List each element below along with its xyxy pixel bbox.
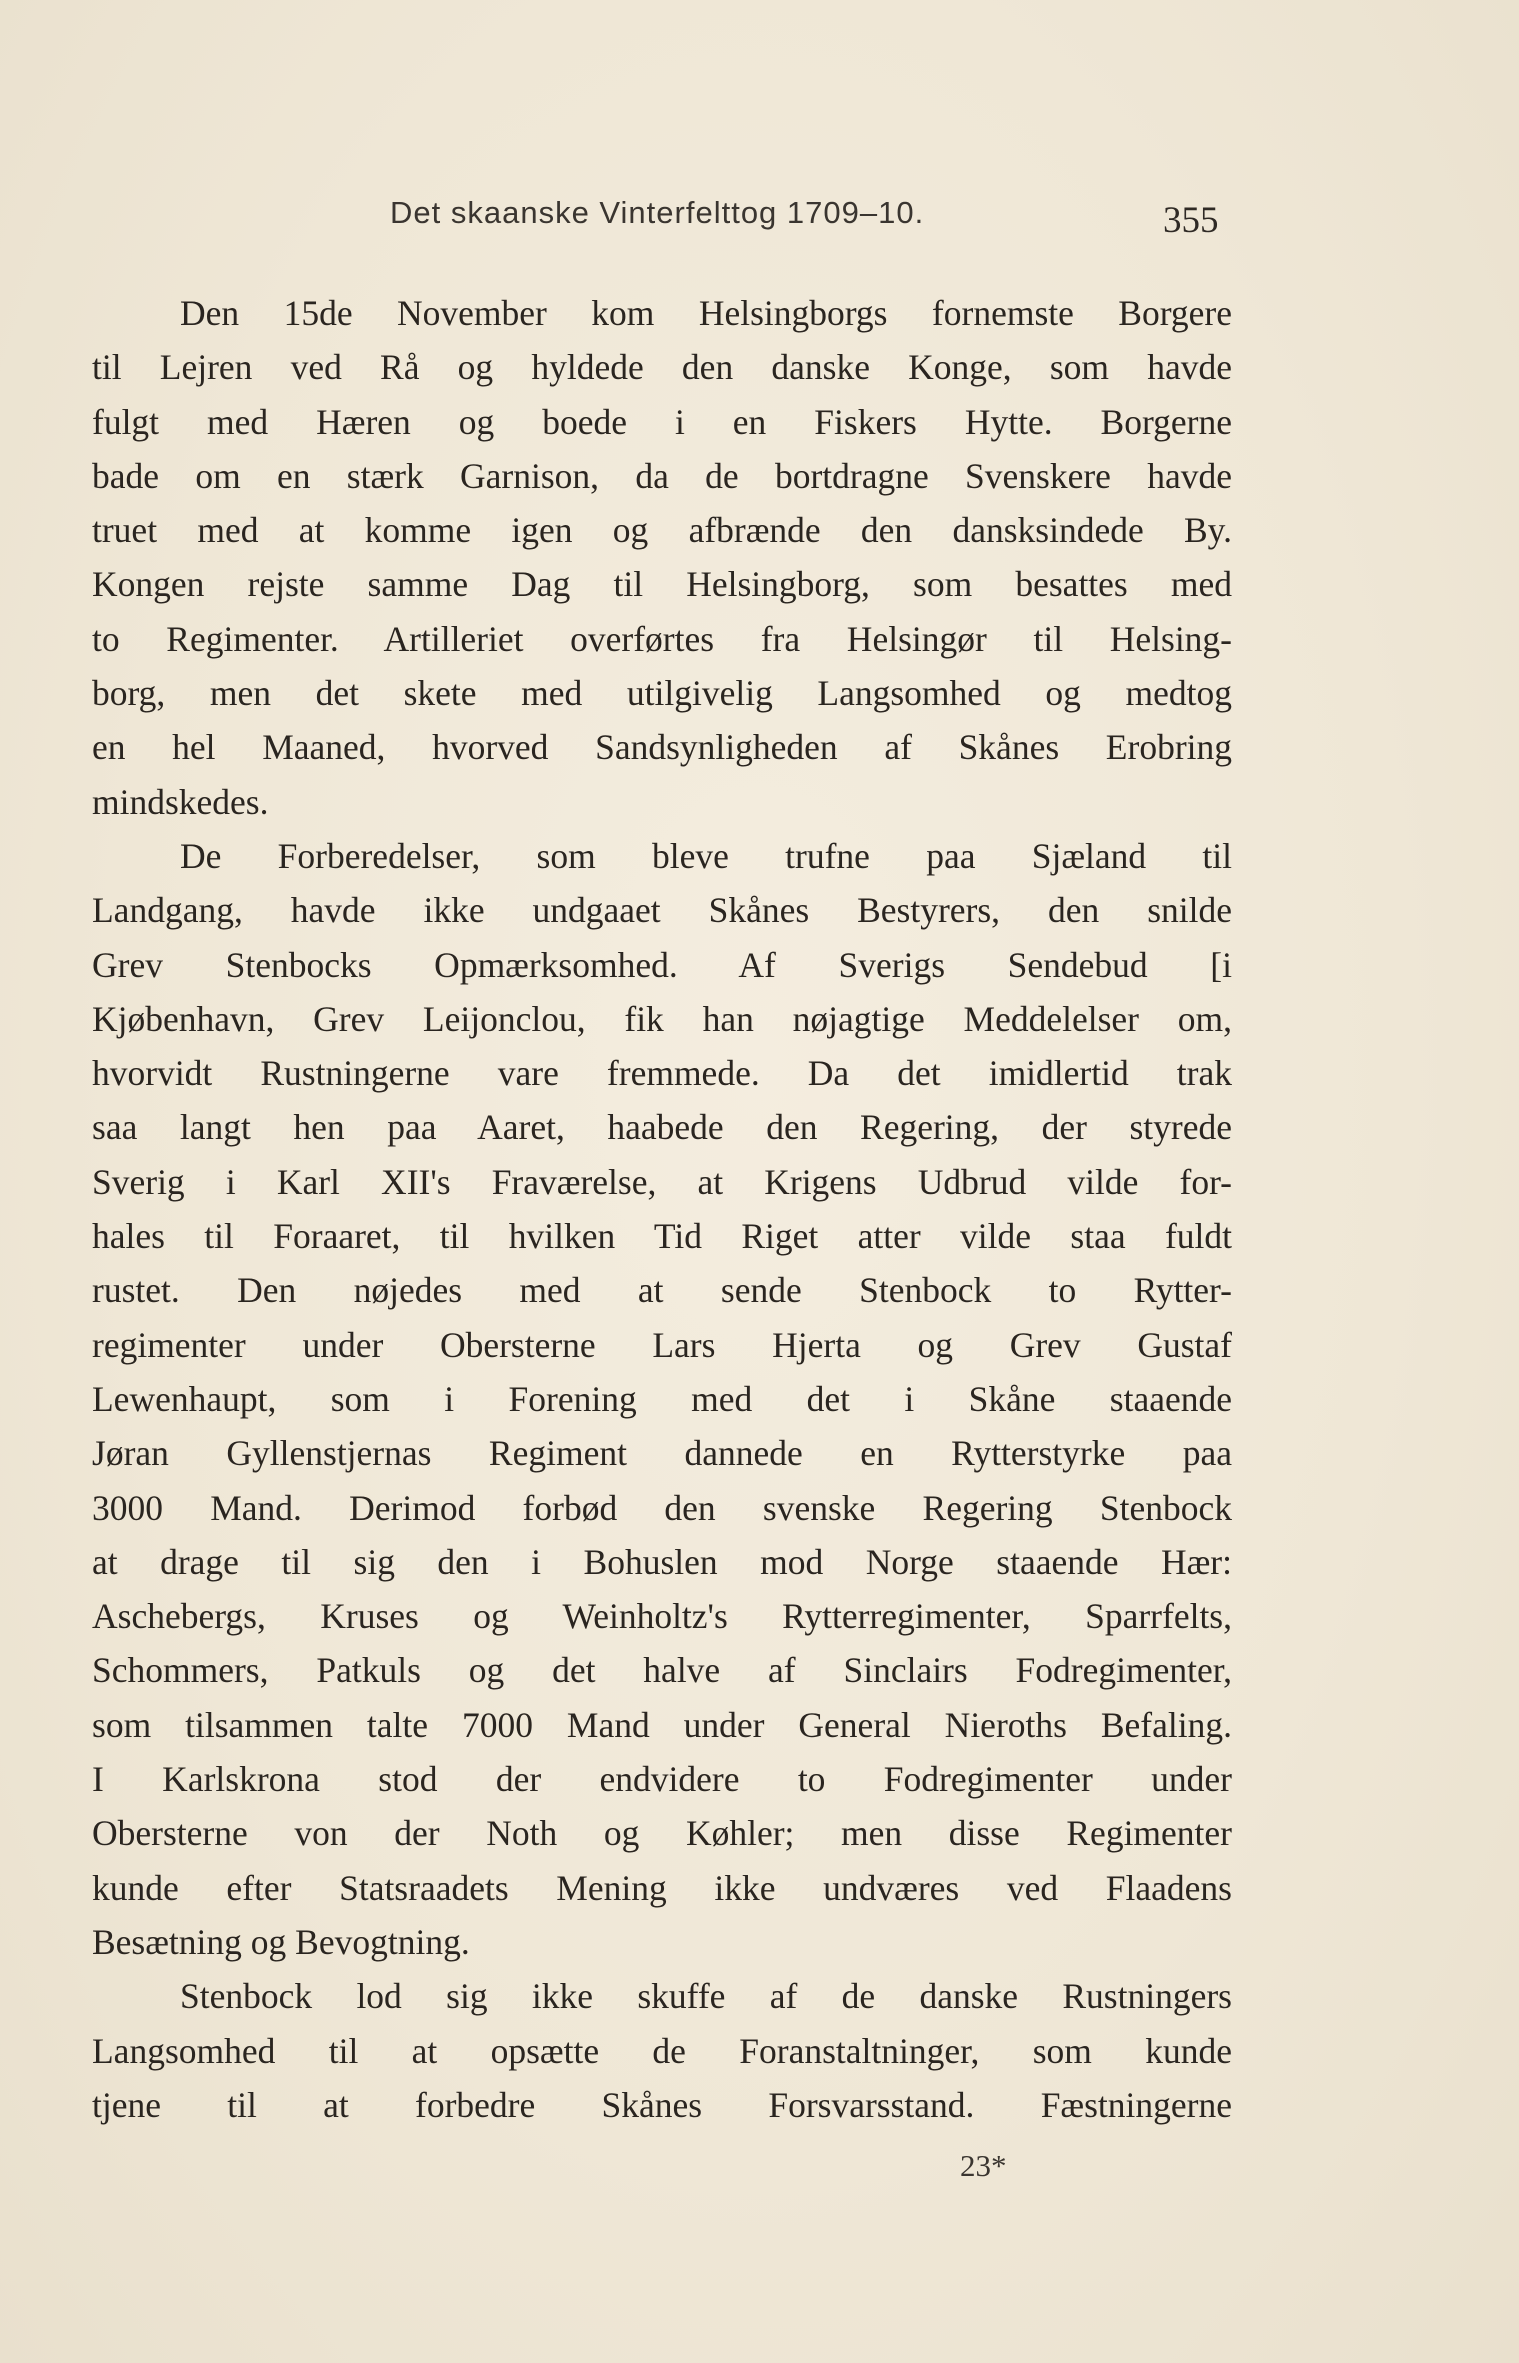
body-text bbox=[92, 286, 1232, 2132]
text-line: Aschebergs, Kruses og Weinholtz's Rytterregimenter, Sparrfelts, bbox=[92, 1596, 1232, 1637]
text-line: at drage til sig den i Bohuslen mod Norge staaende Hær: bbox=[92, 1541, 1232, 1582]
page-number: 355 bbox=[1163, 200, 1219, 241]
text-line: fulgt med Hæren og boede i en Fiskers Hytte. Borgerne bbox=[92, 401, 1232, 442]
text-line: Jøran Gyllenstjernas Regiment dannede en Rytterstyrke paa bbox=[92, 1433, 1232, 1474]
text-line: Besætning og Bevogtning. bbox=[92, 1921, 470, 1962]
text-line: Landgang, havde ikke undgaaet Skånes Bestyrers, den snilde bbox=[92, 890, 1232, 931]
text-line: hvorvidt Rustningerne vare fremmede. Da det imidlertid trak bbox=[92, 1053, 1232, 1094]
text-line: hales til Foraaret, til hvilken Tid Riget atter vilde staa fuldt bbox=[92, 1216, 1232, 1257]
text-line: Langsomhed til at opsætte de Foranstaltninger, som kunde bbox=[92, 2030, 1232, 2071]
text-line: Schommers, Patkuls og det halve af Sinclairs Fodregimenter, bbox=[92, 1650, 1232, 1691]
text-line: Den 15de November kom Helsingborgs fornemste Borgere bbox=[180, 293, 1232, 333]
text-line: Kjøbenhavn, Grev Leijonclou, fik han nøjagtige Meddelelser om, bbox=[92, 998, 1232, 1039]
running-head bbox=[0, 195, 1519, 255]
text-line: Sverig i Karl XII's Fraværelse, at Krigens Udbrud vilde for- bbox=[92, 1161, 1232, 1202]
text-line: truet med at komme igen og afbrænde den dansksindede By. bbox=[92, 510, 1232, 551]
text-line: bade om en stærk Garnison, da de bortdragne Svenskere havde bbox=[92, 455, 1232, 496]
text-line: saa langt hen paa Aaret, haabede den Regering, der styrede bbox=[92, 1107, 1232, 1148]
running-title: Det skaanske Vinterfelttog 1709–10. bbox=[390, 195, 925, 230]
text-line: Grev Stenbocks Opmærksomhed. Af Sverigs Sendebud [i bbox=[92, 944, 1232, 985]
text-line: som tilsammen talte 7000 Mand under General Nieroths Befaling. bbox=[92, 1704, 1232, 1745]
text-line: til Lejren ved Rå og hyldede den danske Konge, som havde bbox=[92, 347, 1232, 388]
text-line: mindskedes. bbox=[92, 781, 269, 822]
text-line: borg, men det skete med utilgivelig Langsomhed og medtog bbox=[92, 673, 1232, 714]
text-line: 3000 Mand. Derimod forbød den svenske Regering Stenbock bbox=[92, 1487, 1232, 1528]
text-line: tjene til at forbedre Skånes Forsvarsstand. Fæstningerne bbox=[92, 2084, 1232, 2125]
text-line: en hel Maaned, hvorved Sandsynligheden af Skånes Erobring bbox=[92, 727, 1232, 768]
text-line: Kongen rejste samme Dag til Helsingborg, som besattes med bbox=[92, 564, 1232, 605]
text-line: Lewenhaupt, som i Forening med det i Skåne staaende bbox=[92, 1378, 1232, 1419]
text-line: Obersterne von der Noth og Køhler; men disse Regimenter bbox=[92, 1813, 1232, 1854]
text-line: I Karlskrona stod der endvidere to Fodregimenter under bbox=[92, 1759, 1232, 1800]
text-line: kunde efter Statsraadets Mening ikke undværes ved Flaadens bbox=[92, 1867, 1232, 1908]
signature-mark: 23* bbox=[960, 2148, 1007, 2183]
text-line: Stenbock lod sig ikke skuffe af de danske Rustningers bbox=[180, 1976, 1232, 2017]
text-line: regimenter under Obersterne Lars Hjerta og Grev Gustaf bbox=[92, 1324, 1232, 1365]
text-line: rustet. Den nøjedes med at sende Stenbock to Rytter- bbox=[92, 1270, 1232, 1311]
text-line: De Forberedelser, som bleve trufne paa Sjæland til bbox=[180, 835, 1232, 876]
text-line: to Regimenter. Artilleriet overførtes fra Helsingør til Helsing- bbox=[92, 618, 1232, 659]
